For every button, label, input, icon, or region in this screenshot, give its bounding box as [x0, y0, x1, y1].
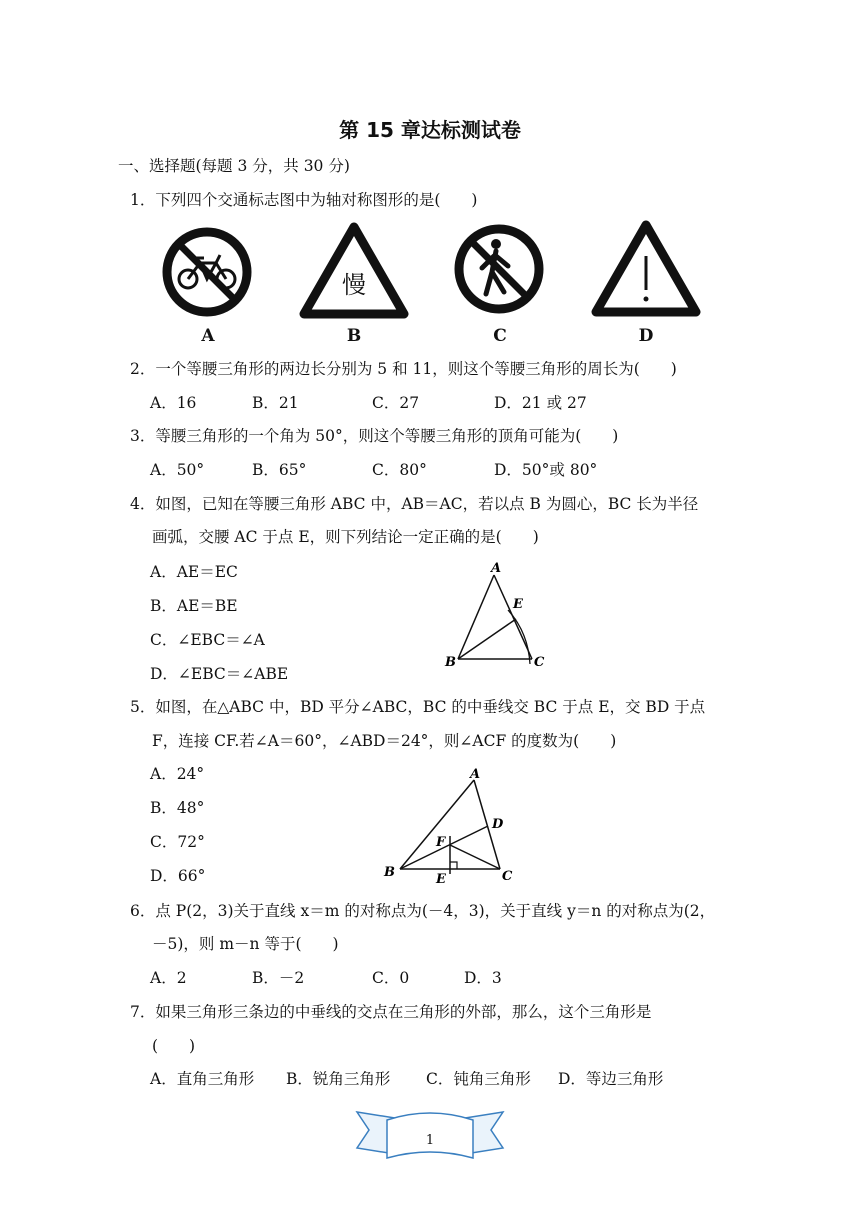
q6-option-d: D．3	[464, 969, 502, 987]
q5-label-b: B	[384, 865, 395, 880]
q4-label-e: E	[513, 597, 523, 612]
q2-option-a: A．16	[150, 394, 197, 412]
question-7-stem-line1: 7．如果三角形三条边的中垂线的交点在三角形的外部，那么，这个三角形是	[130, 1003, 652, 1021]
sign-label-c: C	[493, 326, 507, 346]
q2-option-c: C．27	[372, 394, 420, 412]
q7-option-d: D．等边三角形	[558, 1070, 664, 1088]
q6-option-b: B．－2	[252, 969, 305, 987]
slow-triangle-sign-icon	[298, 222, 410, 320]
question-6-stem-line1: 6．点 P(2，3)关于直线 x＝m 的对称点为(－4，3)，关于直线 y＝n 的对称点为(2，	[130, 902, 716, 920]
question-1-stem: 1．下列四个交通标志图中为轴对称图形的是( )	[130, 191, 478, 209]
question-4-stem-line2: 画弧，交腰 AC 于点 E，则下列结论一定正确的是( )	[152, 528, 539, 546]
q4-label-a: A	[491, 561, 502, 576]
q5-label-f: F	[436, 835, 446, 850]
sign-label-d: D	[638, 326, 654, 346]
q4-option-a: A．AE＝EC	[150, 563, 238, 581]
slow-sign-text: 慢	[342, 271, 366, 299]
q4-triangle-figure	[440, 560, 560, 672]
question-3-stem: 3．等腰三角形的一个角为 50°，则这个等腰三角形的顶角可能为( )	[130, 427, 619, 445]
page-number: 1	[425, 1133, 435, 1148]
q3-option-d: D．50°或 80°	[494, 461, 598, 479]
q5-label-c: C	[502, 869, 513, 884]
question-4-stem-line1: 4．如图，已知在等腰三角形 ABC 中，AB＝AC，若以点 B 为圆心，BC 长为半径	[130, 495, 699, 513]
q5-option-a: A．24°	[150, 765, 205, 783]
question-6-stem-line2: －5)，则 m－n 等于( )	[152, 935, 339, 953]
no-bicycle-sign-icon	[160, 225, 254, 319]
q4-option-d: D．∠EBC＝∠ABE	[150, 665, 289, 683]
section-heading: 一、选择题(每题 3 分，共 30 分)	[118, 157, 350, 175]
q3-option-c: C．80°	[372, 461, 427, 479]
question-7-stem-line2: ( )	[152, 1037, 196, 1055]
q3-option-a: A．50°	[150, 461, 205, 479]
sign-label-a: A	[201, 326, 215, 346]
q6-option-c: C．0	[372, 969, 410, 987]
q5-option-d: D．66°	[150, 867, 206, 885]
warning-exclamation-sign-icon	[590, 220, 702, 318]
q7-option-c: C．钝角三角形	[426, 1070, 531, 1088]
q5-label-a: A	[470, 767, 481, 782]
q4-label-c: C	[534, 655, 545, 670]
q7-option-a: A．直角三角形	[150, 1070, 255, 1088]
q6-option-a: A．2	[150, 969, 187, 987]
q5-option-b: B．48°	[150, 799, 205, 817]
q4-option-b: B．AE＝BE	[150, 597, 238, 615]
question-5-stem-line2: F，连接 CF.若∠A＝60°，∠ABD＝24°，则∠ACF 的度数为( )	[152, 732, 617, 750]
q2-option-d: D．21 或 27	[494, 394, 587, 412]
sign-label-b: B	[346, 326, 362, 346]
page-number-ribbon	[355, 1108, 505, 1164]
no-pedestrian-sign-icon	[452, 222, 546, 316]
q3-option-b: B．65°	[252, 461, 307, 479]
q4-option-c: C．∠EBC＝∠A	[150, 631, 265, 649]
question-2-stem: 2．一个等腰三角形的两边长分别为 5 和 11，则这个等腰三角形的周长为( )	[130, 360, 677, 378]
q7-option-b: B．锐角三角形	[286, 1070, 391, 1088]
q5-triangle-figure	[380, 764, 520, 888]
q2-option-b: B．21	[252, 394, 299, 412]
page-title: 第 15 章达标测试卷	[339, 118, 521, 142]
q5-label-e: E	[436, 872, 446, 887]
q4-label-b: B	[445, 655, 456, 670]
question-5-stem-line1: 5．如图，在△ABC 中，BD 平分∠ABC，BC 的中垂线交 BC 于点 E，交 BD 于点	[130, 698, 706, 716]
q5-option-c: C．72°	[150, 833, 205, 851]
q5-label-d: D	[492, 817, 504, 832]
